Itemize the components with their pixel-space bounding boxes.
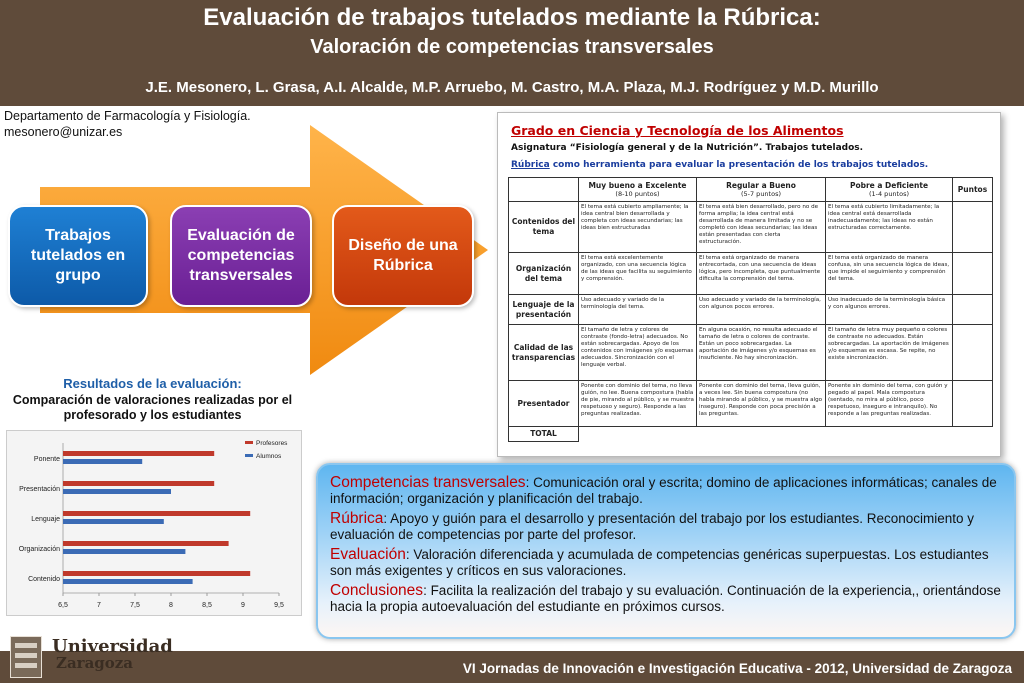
rubric-title: Grado en Ciencia y Tecnología de los Alimentos [511,123,844,138]
rubric-purpose-text: como herramienta para evaluar la presentación de los trabajos tutelados. [549,160,929,170]
x-tick-label: 6,5 [58,602,68,609]
rubric-corner-cell [509,178,579,202]
bar-alumnos [63,519,164,524]
rubric-header-poor: Pobre a Deficiente (1-4 puntos) [826,178,953,202]
summary-text: : Valoración diferenciada y acumulada de competencias genéricas superpuestas. Los estudiantes son más exigentes y críticos en sus valoraciones. [330,547,989,578]
x-tick-label: 7,5 [130,602,140,609]
x-tick-label: 7 [97,602,101,609]
email-label: mesonero@unizar.es [4,125,123,139]
y-category-label: Organización [18,546,60,553]
summary-key: Evaluación [330,546,406,563]
rubric-cell: El tema está organizado de manera confusa, sin una secuencia lógica de ideas, que impide el seguimiento y comprensión del tema. [826,253,953,295]
bar-alumnos [63,459,142,464]
rubric-points-cell[interactable] [953,253,993,295]
rubric-cell: Uso adecuado y variado de la terminología, con algunos pocos errores. [697,295,826,325]
flow-step-rubric-design: Diseño de una Rúbrica [332,205,474,307]
rubric-cell: El tamaño de letra muy pequeño o colores de contraste no adecuados. Están sobrecargadas. La aportación de imágenes y/o esquemas es escasa. Se repite, no existe sincronización. [826,325,953,381]
summary-key: Conclusiones [330,582,424,599]
rubric-cell: El tema está excelentemente organizado, con una secuencia lógica de las ideas que facilita su seguimiento y comprensión. [579,253,697,295]
logo-line-1: Universidad [52,636,173,657]
crest-icon [10,636,42,678]
summary-rubrica [330,511,1002,543]
footer-text: VI Jornadas de Innovación e Investigación Educativa - 2012, Universidad de Zaragoza [462,661,1012,676]
rubric-panel [497,112,1001,457]
table-row [509,325,993,381]
bar-alumnos [63,489,171,494]
table-row [509,427,993,442]
rubric-course-line [511,143,863,153]
rubric-cell: El tema está cubierto limitadamente; la idea central está desarrollada inadecuadamente; las ideas no están estructuradas correctamente. [826,202,953,253]
table-row [509,295,993,325]
results-subtitle: Comparación de valoraciones realizadas por el profesorado y los estudiantes [12,393,293,422]
summary-key: Competencias transversales [330,474,526,491]
rubric-cell: El tema está cubierto ampliamente; la idea central bien desarrollada y completa con ideas secundarias; las ideas bien estructuradas [579,202,697,253]
results-chart [6,430,302,616]
y-category-label: Contenido [28,576,60,583]
flow-step-competence-evaluation: Evaluación de competencias transversales [170,205,312,307]
rubric-cell: En alguna ocasión, no resulta adecuado el tamaño de letra o colores de contraste. Están un poco sobrecargadas. La aportación de imágenes y/o esquemas es insuficiente. No hay sincronización. [697,325,826,381]
department-label: Departamento de Farmacología y Fisiología. [4,109,251,123]
rubric-row-label: Presentador [509,381,579,427]
rubric-row-label: Contenidos del tema [509,202,579,253]
rubric-points-cell[interactable] [953,202,993,253]
summary-evaluacion [330,547,1002,579]
rubric-cell: El tamaño de letra y colores de contraste (fondo-letra) adecuados. No están sobrecargadas. Apoyo de los contenidos con imágenes y/o esquemas adecuados. Sincronización con el lenguaje verbal. [579,325,697,381]
x-tick-label: 8 [169,602,173,609]
y-category-label: Ponente [33,456,60,463]
results-title: Resultados de la evaluación: [63,376,242,391]
rubric-header-points: Puntos [953,178,993,202]
poster-header [0,0,1024,106]
rubric-total-label: TOTAL [509,427,579,442]
table-row [509,202,993,253]
results-bar-chart [7,431,303,617]
rubric-points-cell[interactable] [953,381,993,427]
summary-text: : Facilita la realización del trabajo y su evaluación. Continuación de la experiencia,, orientándose hacia la propia autoevaluación del estudiante en próximos cursos. [330,583,1001,614]
rubric-row-label: Lenguaje de la presentación [509,295,579,325]
y-category-label: Presentación [19,486,60,493]
rubric-table [508,177,993,442]
bar-alumnos [63,579,193,584]
summary-key: Rúbrica [330,510,384,527]
poster-title: Evaluación de trabajos tutelados mediante la Rúbrica: [203,4,821,31]
flow-step-tutored-work: Trabajos tutelados en grupo [8,205,148,307]
table-row [509,253,993,295]
summary-text: : Comunicación oral y escrita; domino de aplicaciones informáticas; canales de información; organización y planificación del trabajo. [330,475,997,506]
summary-panel [316,463,1016,639]
rubric-cell: El tema está bien desarrollado, pero no de forma amplia; la idea central está desarrollada de manera limitada y no se completó con ideas secundarias; las ideas están presentadas con cierta estructuración. [697,202,826,253]
x-tick-label: 9,5 [274,602,284,609]
poster-subtitle: Valoración de competencias transversales [310,36,714,58]
rubric-header-excellent: Muy bueno a Excelente (8-10 puntos) [579,178,697,202]
rubric-cell: El tema está organizado de manera entrecortada, con una secuencia de ideas lógica, pero incompleta, que puntualmente dificulta la comprensión del tema. [697,253,826,295]
legend-label: Alumnos [256,453,282,460]
x-tick-label: 9 [241,602,245,609]
legend-swatch [245,454,253,457]
rubric-row-label: Calidad de las transparencias [509,325,579,381]
authors-line: J.E. Mesonero, L. Grasa, A.I. Alcalde, M.P. Arruebo, M. Castro, M.A. Plaza, M.J. Rodríguez y M.D. Murillo [145,79,879,96]
table-row [509,381,993,427]
y-category-label: Lenguaje [31,516,60,523]
bar-profesores [63,481,214,486]
rubric-header-good: Regular a Bueno (5-7 puntos) [697,178,826,202]
bar-profesores [63,541,229,546]
rubric-row-label: Organización del tema [509,253,579,295]
rubric-cell: Ponente sin dominio del tema, con guión y pegado al papel. Mala compostura (sentado, no mira al público, poco respetuoso, inseguro e intranquilo). No responde a las preguntas realizadas. [826,381,953,427]
logo-line-2: Zaragoza [56,654,134,672]
rubric-header-row [509,178,993,202]
process-flow [0,125,490,375]
rubric-cell: Uso inadecuado de la terminología básica y con algunos errores. [826,295,953,325]
rubric-cell: Uso adecuado y variado de la terminología del tema. [579,295,697,325]
rubric-purpose-line [511,160,928,170]
bar-profesores [63,451,214,456]
summary-competencias [330,475,1002,507]
rubric-link[interactable]: Rúbrica [511,160,550,170]
course-prefix: Asignatura [511,143,570,153]
rubric-points-cell[interactable] [953,325,993,381]
rubric-cell: Ponente con dominio del tema, no lleva guión, no lee. Buena compostura (habla de pie, mirando al público, y se muestra respetuoso y seguro). Responde a las preguntas realizadas. [579,381,697,427]
course-name: “Fisiología general y de la Nutrición” [569,143,759,153]
bar-profesores [63,571,250,576]
rubric-cell: Ponente con dominio del tema, lleva guión, a veces lee. Sin buena compostura (no habla mirando al público, y se muestra algo inseguro). Responde con poca precisión a las preguntas. [697,381,826,427]
bar-alumnos [63,549,185,554]
course-suffix: . Trabajos tutelados. [758,143,864,153]
university-logo [6,636,176,680]
summary-text: : Apoyo y guión para el desarrollo y presentación del trabajo por los estudiantes. Reconocimiento y evaluación de competencias por parte del profesor. [330,511,975,542]
x-tick-label: 8,5 [202,602,212,609]
bar-profesores [63,511,250,516]
rubric-points-cell[interactable] [953,295,993,325]
summary-conclusiones [330,583,1002,615]
legend-swatch [245,441,253,444]
legend-label: Profesores [256,440,288,447]
